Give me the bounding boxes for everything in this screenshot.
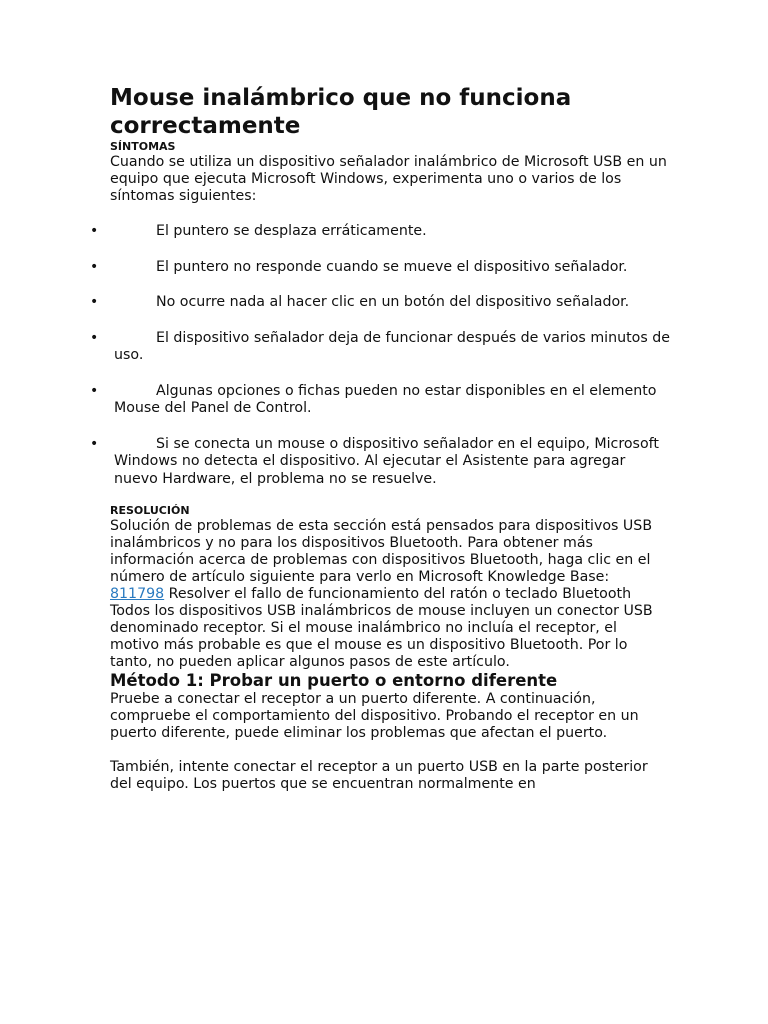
bullet-icon: •	[90, 329, 99, 346]
list-item-text: El puntero no responde cuando se mueve el dispositivo señalador.	[156, 258, 628, 275]
list-item-text: El puntero se desplaza erráticamente.	[156, 223, 427, 239]
list-item	[90, 382, 670, 418]
resolution-heading: RESOLUCIÓN	[110, 504, 190, 517]
list-item	[90, 258, 670, 277]
list-item-text: No ocurre nada al hacer clic en un botón del dispositivo señalador.	[156, 294, 630, 310]
list-item	[90, 223, 670, 241]
symptoms-heading: SÍNTOMAS	[110, 140, 176, 153]
list-item	[90, 294, 670, 312]
method1-heading: Método 1: Probar un puerto o entorno diferente	[110, 671, 558, 690]
document-content	[90, 84, 670, 793]
method1-text: Pruebe a conectar el receptor a un puerto diferente. A continuación, compruebe el comportamiento del dispositivo. Probando el receptor en un puerto diferente, puede eliminar los problemas que afectan el puerto.	[110, 691, 639, 741]
receiver-text: Todos los dispositivos USB inalámbricos de mouse incluyen un conector USB denominado receptor. Si el mouse inalámbrico no incluía el receptor, el motivo más probable es que el mouse es un dispositivo Bluetooth. Por lo tanto, no pueden aplicar algunos pasos de este artículo.	[110, 603, 653, 670]
bullet-icon: •	[90, 258, 99, 275]
bullet-icon: •	[90, 294, 99, 310]
bullet-icon: •	[90, 435, 99, 452]
list-item-text: Si se conecta un mouse o dispositivo señalador en el equipo, Microsoft Windows no detecta el dispositivo. Al ejecutar el Asistente para agregar nuevo Hardware, el problema no se resuelve.	[114, 435, 659, 487]
list-item-text: Algunas opciones o fichas pueden no estar disponibles en el elemento Mouse del Panel de Control.	[114, 382, 657, 416]
bullet-icon: •	[90, 382, 99, 399]
article-reference	[110, 586, 670, 603]
resolution-text: Solución de problemas de esta sección está pensados para dispositivos USB inalámbricos y no para los dispositivos Bluetooth. Para obtener más información acerca de problemas con dispositivos Bluetooth, haga clic en el número de artículo siguiente para verlo en Microsoft Knowledge Base:	[110, 518, 653, 585]
symptoms-list	[90, 223, 670, 488]
list-item	[90, 329, 670, 365]
article-link[interactable]: 811798	[110, 586, 165, 602]
list-item	[90, 435, 670, 489]
bullet-icon: •	[90, 223, 99, 239]
document-title: Mouse inalámbrico que no funciona correctamente	[110, 85, 572, 139]
list-item-text: El dispositivo señalador deja de funcionar después de varios minutos de uso.	[114, 329, 670, 363]
symptoms-intro: Cuando se utiliza un dispositivo señalador inalámbrico de Microsoft USB en un equipo que ejecuta Microsoft Windows, experimenta uno o varios de los síntomas siguientes:	[110, 154, 667, 204]
article-title: Resolver el fallo de funcionamiento del ratón o teclado Bluetooth	[164, 586, 632, 602]
method1-text-2: También, intente conectar el receptor a un puerto USB en la parte posterior del equipo. Los puertos que se encuentran normalmente en	[110, 759, 648, 792]
